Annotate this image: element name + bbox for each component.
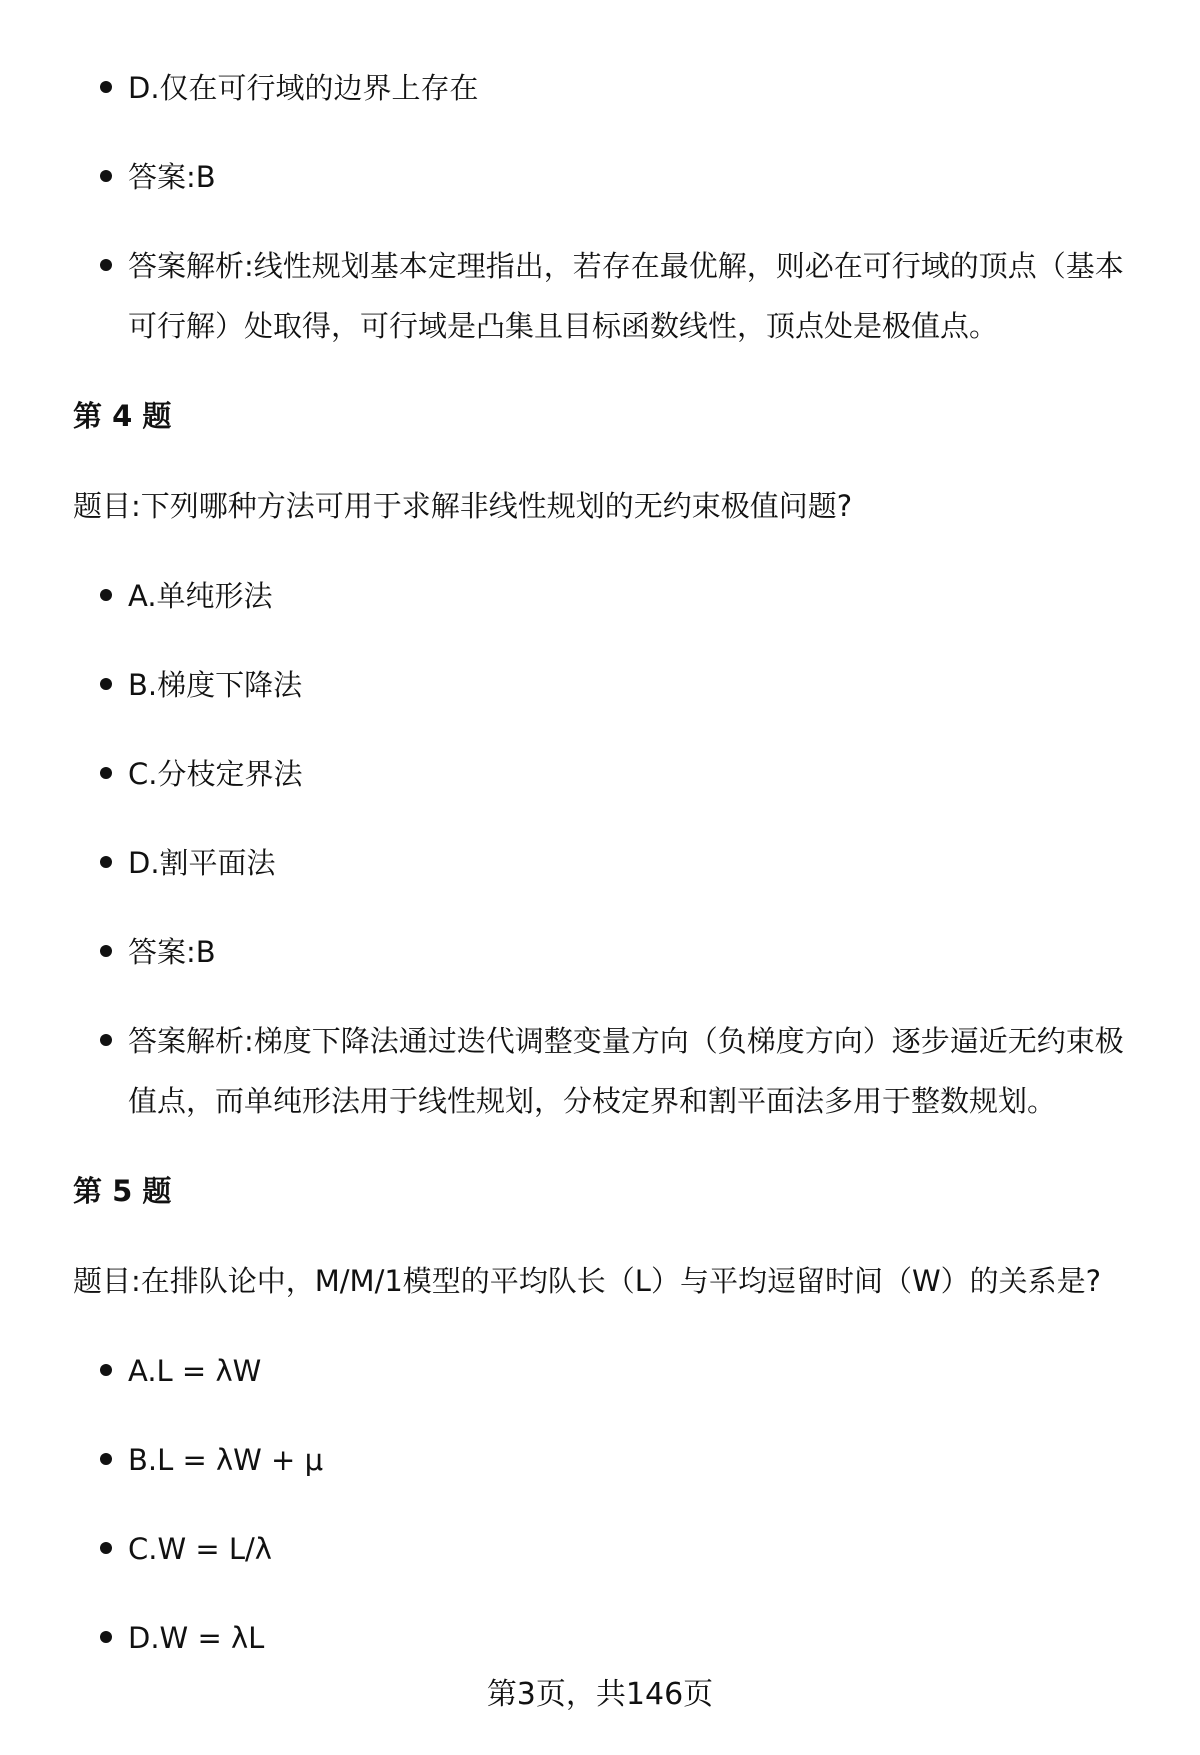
bullet-icon — [100, 767, 112, 779]
question-stem: 题目:在排队论中，M/M/1模型的平均队长（L）与平均逗留时间（W）的关系是? — [73, 1264, 1102, 1298]
explanation-text: 答案解析:线性规划基本定理指出，若存在最优解，则必在可行域的顶点（基本可行解）处取得，可行域是凸集且目标函数线性，顶点处是极值点。 — [128, 249, 1124, 343]
list-item — [128, 655, 1148, 715]
list-item — [128, 1011, 1148, 1131]
list-item — [128, 1341, 1148, 1401]
option-text: D.仅在可行域的边界上存在 — [128, 71, 479, 105]
option-text: A.单纯形法 — [128, 579, 273, 613]
bullet-icon — [100, 589, 112, 601]
option-text: A.L = λW — [128, 1354, 262, 1388]
list-item — [128, 1608, 1148, 1668]
bullet-icon — [100, 1631, 112, 1643]
bullet-icon — [100, 1034, 112, 1046]
option-text: C.分枝定界法 — [128, 757, 303, 791]
bullet-icon — [100, 1364, 112, 1376]
bullet-icon — [100, 678, 112, 690]
list-item — [128, 147, 1148, 207]
question-heading: 第 5 题 — [73, 1174, 172, 1208]
bullet-icon — [100, 1453, 112, 1465]
list-item — [128, 744, 1148, 804]
list-item — [128, 833, 1148, 893]
list-item — [128, 922, 1148, 982]
option-text: B.L = λW + μ — [128, 1443, 324, 1477]
list-item — [128, 1519, 1148, 1579]
bullet-icon — [100, 856, 112, 868]
page-footer: 第3页，共146页 — [486, 1677, 714, 1712]
option-text: D.W = λL — [128, 1621, 265, 1655]
bullet-icon — [100, 170, 112, 182]
list-item — [128, 58, 1148, 118]
answer-text: 答案:B — [128, 935, 216, 969]
question-stem: 题目:下列哪种方法可用于求解非线性规划的无约束极值问题? — [73, 489, 853, 523]
list-item — [128, 236, 1148, 356]
answer-text: 答案:B — [128, 160, 216, 194]
option-text: C.W = L/λ — [128, 1532, 272, 1566]
explanation-text: 答案解析:梯度下降法通过迭代调整变量方向（负梯度方向）逐步逼近无约束极值点，而单纯形法用于线性规划，分枝定界和割平面法多用于整数规划。 — [128, 1024, 1124, 1118]
bullet-icon — [100, 945, 112, 957]
list-item — [128, 566, 1148, 626]
bullet-icon — [100, 259, 112, 271]
option-text: B.梯度下降法 — [128, 668, 303, 702]
list-item — [128, 1430, 1148, 1490]
bullet-icon — [100, 81, 112, 93]
question-heading: 第 4 题 — [73, 399, 172, 433]
option-text: D.割平面法 — [128, 846, 276, 880]
bullet-icon — [100, 1542, 112, 1554]
